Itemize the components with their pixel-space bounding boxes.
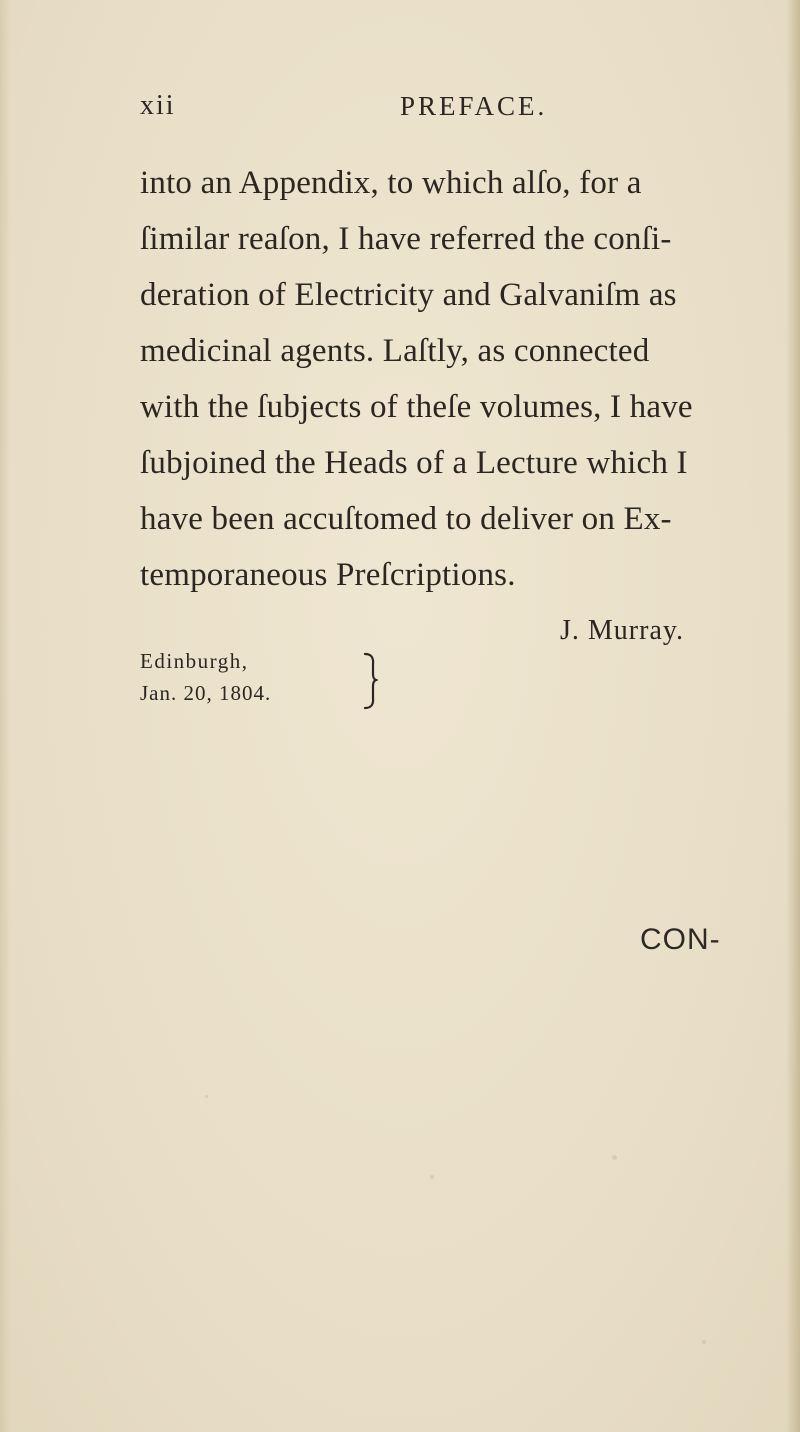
running-head-title: PREFACE.	[400, 91, 548, 121]
running-head	[140, 88, 660, 124]
text-line: with the ſubjects of theſe volumes, I have	[140, 389, 693, 425]
text-line: ſimilar reaſon, I have referred the conſi-	[140, 221, 672, 257]
page-right-edge-shading	[786, 0, 800, 1432]
brace-mark	[362, 648, 378, 712]
text-line: deration of Electricity and Galvaniſm as	[140, 277, 677, 313]
page-left-edge-shading	[0, 0, 10, 1432]
dateline-date: Jan. 20, 1804.	[140, 681, 272, 705]
text-line: temporaneous Preſcriptions.	[140, 557, 516, 593]
foxing-spot	[430, 1175, 434, 1179]
foxing-spot	[612, 1155, 617, 1160]
dateline	[140, 644, 380, 716]
page-number: xii	[140, 90, 176, 121]
text-line: ſubjoined the Heads of a Lecture which I	[140, 445, 688, 481]
text-line: have been accuſtomed to deliver on Ex-	[140, 501, 672, 537]
catchword: CON-	[640, 923, 721, 956]
text-line: into an Appendix, to which alſo, for a	[140, 165, 642, 201]
foxing-spot	[205, 1095, 208, 1098]
dateline-place: Edinburgh,	[140, 649, 249, 673]
foxing-spot	[702, 1340, 706, 1344]
author-signature: J. Murray.	[560, 615, 685, 646]
preface-paragraph	[140, 155, 780, 603]
text-line: medicinal agents. Laſtly, as connected	[140, 333, 650, 369]
